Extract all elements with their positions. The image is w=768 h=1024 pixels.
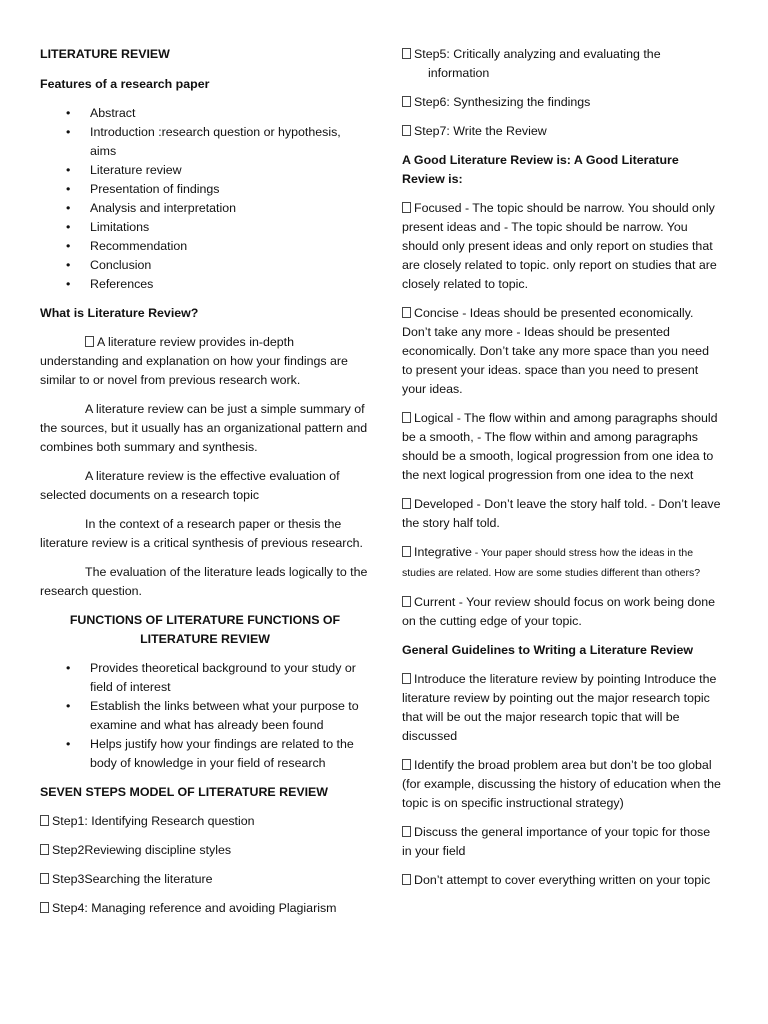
missing-glyph-icon [402,596,411,607]
page-title: LITERATURE REVIEW [40,47,170,61]
missing-glyph-icon [402,48,411,59]
good-item: Logical - The flow within and among paragraphs should be a smooth, - The flow within and among paragraphs should be a smooth, logical progression from one idea to the next logical progression from one idea to the next [402,411,718,482]
list-item: • Establish the links between what your purpose to examine and what has already been found [40,697,370,735]
guidelines-heading: General Guidelines to Writing a Literature Review [402,643,694,657]
list-item: • Recommendation [40,237,370,256]
missing-glyph-icon [402,125,411,136]
missing-glyph-icon [40,873,49,884]
list-item: • Limitations [40,218,370,237]
right-column [402,44,722,890]
seven-steps-heading: SEVEN STEPS MODEL OF LITERATURE REVIEW [40,785,328,799]
step-item: Step7: Write the Review [402,122,722,141]
features-heading: Features of a research paper [40,77,210,91]
step-item: Step1: Identifying Research question [40,812,370,831]
guideline-item: Don’t attempt to cover everything written on your topic [402,871,722,890]
what-heading: What is Literature Review? [40,306,199,320]
paragraph: A literature review provides in-depth understanding and explanation on how your findings are similar to or novel from previous research work. [40,335,348,387]
list-item: • Literature review [40,161,370,180]
list-item: • Helps justify how your findings are related to the body of knowledge in your field of research [40,735,370,773]
missing-glyph-icon [402,874,411,885]
left-column [40,44,370,918]
good-item: Concise - Ideas should be presented economically. Don’t take any more - Ideas should be presented economically. Don’t take any more space than you need to present your ideas. space than you need to present your ideas. [402,306,709,396]
missing-glyph-icon [402,498,411,509]
missing-glyph-icon [402,546,411,557]
good-item: Current - Your review should focus on work being done on the cutting edge of your topic. [402,595,715,628]
missing-glyph-icon [402,96,411,107]
missing-glyph-icon [402,307,411,318]
missing-glyph-icon [402,412,411,423]
guideline-item: Introduce the literature review by pointing Introduce the literature review by pointing out the major research topic that will be out the major research topic that will be discussed [402,672,717,743]
missing-glyph-icon [85,336,94,347]
step-item: Step4: Managing reference and avoiding Plagiarism [40,899,370,918]
guideline-item: Identify the broad problem area but don’t be too global (for example, discussing the history of education when the topic is on specific instructional strategy) [402,758,721,810]
list-item: • Provides theoretical background to your study or field of interest [40,659,370,697]
paragraph: A literature review is the effective evaluation of selected documents on a research topic [40,469,340,502]
guideline-item: Discuss the general importance of your topic for those in your field [402,825,711,858]
missing-glyph-icon [402,673,411,684]
features-list [40,104,370,294]
step-item: Step2Reviewing discipline styles [40,841,370,860]
good-item: Focused - The topic should be narrow. You should only present ideas and - The topic should be narrow. You should only present ideas and only report on studies that are closely related to topic. only report on studies that are closely related to topic. [402,201,717,291]
functions-list [40,659,370,773]
missing-glyph-icon [40,902,49,913]
functions-heading: FUNCTIONS OF LITERATURE FUNCTIONS OF LITERATURE REVIEW [69,613,341,646]
list-item: • References [40,275,370,294]
step-item: Step5: Critically analyzing and evaluating the information [402,45,722,83]
good-item: Developed - Don’t leave the story half told. - Don’t leave the story half told. [402,497,721,530]
list-item: • Presentation of findings [40,180,370,199]
missing-glyph-icon [40,844,49,855]
paragraph: A literature review can be just a simple summary of the sources, but it usually has an organizational pattern and combines both summary and synthesis. [40,402,368,454]
step-item: Step6: Synthesizing the findings [402,93,722,112]
missing-glyph-icon [40,815,49,826]
good-item: Integrative - Your paper should stress how the ideas in the studies are related. How are some studies different than others? [402,545,701,579]
list-item: • Abstract [40,104,370,123]
step-item: Step3Searching the literature [40,870,370,889]
list-item: • Introduction :research question or hypothesis, aims [40,123,370,161]
missing-glyph-icon [402,826,411,837]
missing-glyph-icon [402,202,411,213]
missing-glyph-icon [402,759,411,770]
paragraph: The evaluation of the literature leads logically to the research question. [40,565,368,598]
list-item: • Analysis and interpretation [40,199,370,218]
list-item: • Conclusion [40,256,370,275]
paragraph: In the context of a research paper or thesis the literature review is a critical synthesis of previous research. [40,517,363,550]
good-review-heading: A Good Literature Review is: A Good Literature Review is: [402,153,679,186]
